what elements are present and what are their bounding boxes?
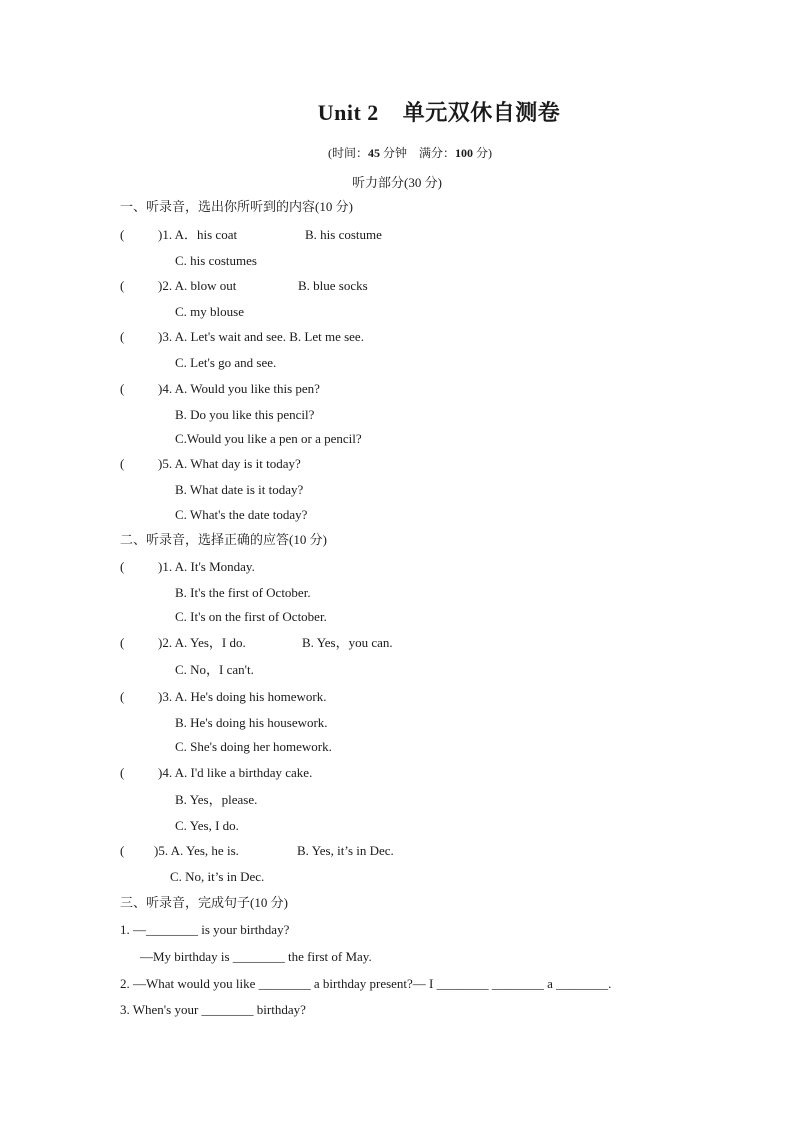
time-value: 45	[367, 146, 380, 160]
answer-paren: (	[120, 765, 125, 780]
s1-q1-option-a: )1. A．his coat	[158, 227, 238, 242]
s3-line3: 2. —What would you like ________ a birthday present?— I ________ ________ a ________.	[120, 976, 612, 991]
section1-heading: 一、听录音，选出你所听到的内容(10 分)	[120, 199, 353, 214]
answer-paren: (	[120, 381, 125, 396]
exam-meta	[0, 144, 794, 161]
s2-q4-option-c: C. Yes, I do.	[175, 818, 239, 833]
s1-q1-option-b: B. his costume	[305, 227, 382, 242]
s1-q5-option-c: C. What's the date today?	[175, 507, 308, 522]
s2-q3-option-c: C. She's doing her homework.	[175, 739, 332, 754]
s3-line4: 3. When's your ________ birthday?	[120, 1002, 306, 1017]
s1-q4	[120, 381, 320, 397]
s1-q3	[120, 329, 364, 345]
answer-paren: (	[120, 456, 125, 471]
answer-paren: (	[120, 689, 125, 704]
unit-label: Unit 2	[317, 100, 379, 125]
s1-q2-option-a: )2. A. blow out	[158, 278, 237, 293]
score-unit: 分)	[476, 146, 493, 160]
s3-line2: —My birthday is ________ the first of May.	[140, 949, 372, 964]
answer-paren: (	[120, 227, 125, 242]
s1-q4-option-b: B. Do you like this pencil?	[175, 407, 315, 422]
s2-q1-option-c: C. It's on the first of October.	[175, 609, 327, 624]
s2-q5	[120, 843, 394, 859]
s1-q5-option-a: )5. A. What day is it today?	[158, 456, 301, 471]
s1-q4-option-a: )4. A. Would you like this pen?	[158, 381, 320, 396]
section3-heading: 三、听录音，完成句子(10 分)	[120, 895, 288, 910]
s1-q3-option-c: C. Let's go and see.	[175, 355, 277, 370]
answer-paren: (	[120, 559, 125, 574]
s2-q3	[120, 689, 326, 705]
s1-q3-option-ab: )3. A. Let's wait and see. B. Let me see.	[158, 329, 364, 344]
answer-paren: (	[120, 843, 125, 858]
s2-q5-option-a: )5. A. Yes, he is.	[154, 843, 239, 858]
answer-paren: (	[120, 278, 125, 293]
s1-q1	[120, 227, 382, 243]
s1-q4-option-c: C.Would you like a pen or a pencil?	[175, 431, 362, 446]
s2-q3-option-b: B. He's doing his housework.	[175, 715, 328, 730]
time-unit: 分钟	[382, 146, 407, 160]
section2-heading: 二、听录音，选择正确的应答(10 分)	[120, 532, 327, 547]
s1-q1-option-c: C. his costumes	[175, 253, 257, 268]
s2-q1	[120, 559, 255, 575]
s2-q2-option-a: )2. A. Yes，I do.	[158, 635, 246, 650]
s2-q5-option-c: C. No, it’s in Dec.	[170, 869, 265, 884]
score-value: 100	[455, 146, 474, 160]
s1-q2-option-c: C. my blouse	[175, 304, 244, 319]
s2-q2	[120, 635, 393, 651]
s2-q2-option-c: C. No，I can't.	[175, 662, 254, 677]
s1-q2-option-b: B. blue socks	[298, 278, 368, 293]
s2-q1-option-a: )1. A. It's Monday.	[158, 559, 255, 574]
answer-paren: (	[120, 329, 125, 344]
s2-q1-option-b: B. It's the first of October.	[175, 585, 311, 600]
s2-q5-option-b: B. Yes, it’s in Dec.	[297, 843, 394, 858]
listening-part-heading: 听力部分(30 分)	[352, 175, 442, 190]
s2-q4	[120, 765, 312, 781]
s1-q5-option-b: B. What date is it today?	[175, 482, 304, 497]
s2-q4-option-b: B. Yes，please.	[175, 792, 258, 807]
answer-paren: (	[120, 635, 125, 650]
s2-q2-option-b: B. Yes，you can.	[302, 635, 393, 650]
s3-line1: 1. —________ is your birthday?	[120, 922, 290, 937]
time-label: (时间：	[327, 146, 368, 160]
s2-q4-option-a: )4. A. I'd like a birthday cake.	[158, 765, 313, 780]
s2-q3-option-a: )3. A. He's doing his homework.	[158, 689, 327, 704]
page-title	[0, 96, 794, 127]
test-name: 单元双休自测卷	[402, 100, 561, 125]
s1-q2	[120, 278, 368, 294]
s1-q5	[120, 456, 301, 472]
score-label: 满分：	[419, 146, 456, 160]
